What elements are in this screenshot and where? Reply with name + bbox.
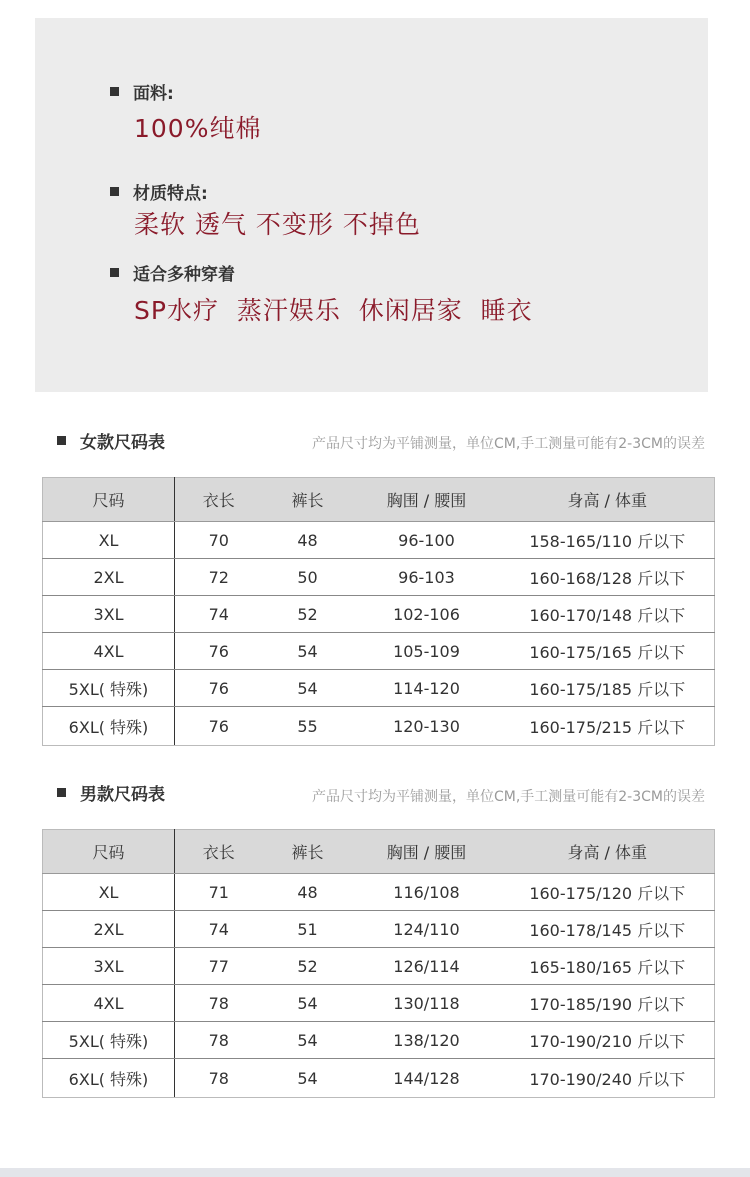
table-header-row <box>43 478 715 522</box>
header-height-weight: 身高 / 体重 <box>501 830 715 874</box>
usage-label: 适合多种穿着 <box>110 260 235 285</box>
bullet-square-icon <box>110 87 119 96</box>
bullet-square-icon <box>57 788 66 797</box>
header-height-weight: 身高 / 体重 <box>501 478 715 522</box>
header-top-length: 衣长 <box>175 478 263 522</box>
table-row: 2XL 74 51 124/110 160-178/145 斤以下 <box>43 911 715 948</box>
header-chest-waist: 胸围 / 腰围 <box>353 830 501 874</box>
table-row: XL 71 48 116/108 160-175/120 斤以下 <box>43 874 715 911</box>
header-size: 尺码 <box>43 478 175 522</box>
table-row: XL 70 48 96-100 158-165/110 斤以下 <box>43 522 715 559</box>
fabric-value: 100%纯棉 <box>134 114 262 143</box>
material-label: 材质特点: <box>110 179 208 204</box>
fabric-label: 面料: <box>110 79 174 104</box>
table-row: 5XL( 特殊) 78 54 138/120 170-190/210 斤以下 <box>43 1022 715 1059</box>
table-row: 6XL( 特殊) 78 54 144/128 170-190/240 斤以下 <box>43 1059 715 1098</box>
header-chest-waist: 胸围 / 腰围 <box>353 478 501 522</box>
table-row: 4XL 76 54 105-109 160-175/165 斤以下 <box>43 633 715 670</box>
table-row: 6XL( 特殊) 76 55 120-130 160-175/215 斤以下 <box>43 707 715 746</box>
footer-bar <box>0 1168 750 1177</box>
header-pants-length: 裤长 <box>263 830 353 874</box>
table-row: 4XL 78 54 130/118 170-185/190 斤以下 <box>43 985 715 1022</box>
header-pants-length: 裤长 <box>263 478 353 522</box>
header-size: 尺码 <box>43 830 175 874</box>
material-value: 柔软 透气 不变形 不掉色 <box>134 210 421 239</box>
table-header-row <box>43 830 715 874</box>
table-row: 3XL 77 52 126/114 165-180/165 斤以下 <box>43 948 715 985</box>
women-size-table <box>42 477 715 746</box>
men-chart-title: 男款尺码表 <box>57 780 165 805</box>
women-measure-note: 产品尺寸均为平铺测量，单位CM,手工测量可能有2-3CM的误差 <box>311 436 705 452</box>
usage-value: SP水疗 蒸汗娱乐 休闲居家 睡衣 <box>134 296 533 325</box>
men-size-table <box>42 829 715 1098</box>
bullet-square-icon <box>110 187 119 196</box>
table-row: 2XL 72 50 96-103 160-168/128 斤以下 <box>43 559 715 596</box>
table-row: 3XL 74 52 102-106 160-170/148 斤以下 <box>43 596 715 633</box>
header-top-length: 衣长 <box>175 830 263 874</box>
bullet-square-icon <box>57 436 66 445</box>
bullet-square-icon <box>110 268 119 277</box>
men-measure-note: 产品尺寸均为平铺测量，单位CM,手工测量可能有2-3CM的误差 <box>311 789 705 805</box>
table-row: 5XL( 特殊) 76 54 114-120 160-175/185 斤以下 <box>43 670 715 707</box>
women-chart-title: 女款尺码表 <box>57 428 165 453</box>
